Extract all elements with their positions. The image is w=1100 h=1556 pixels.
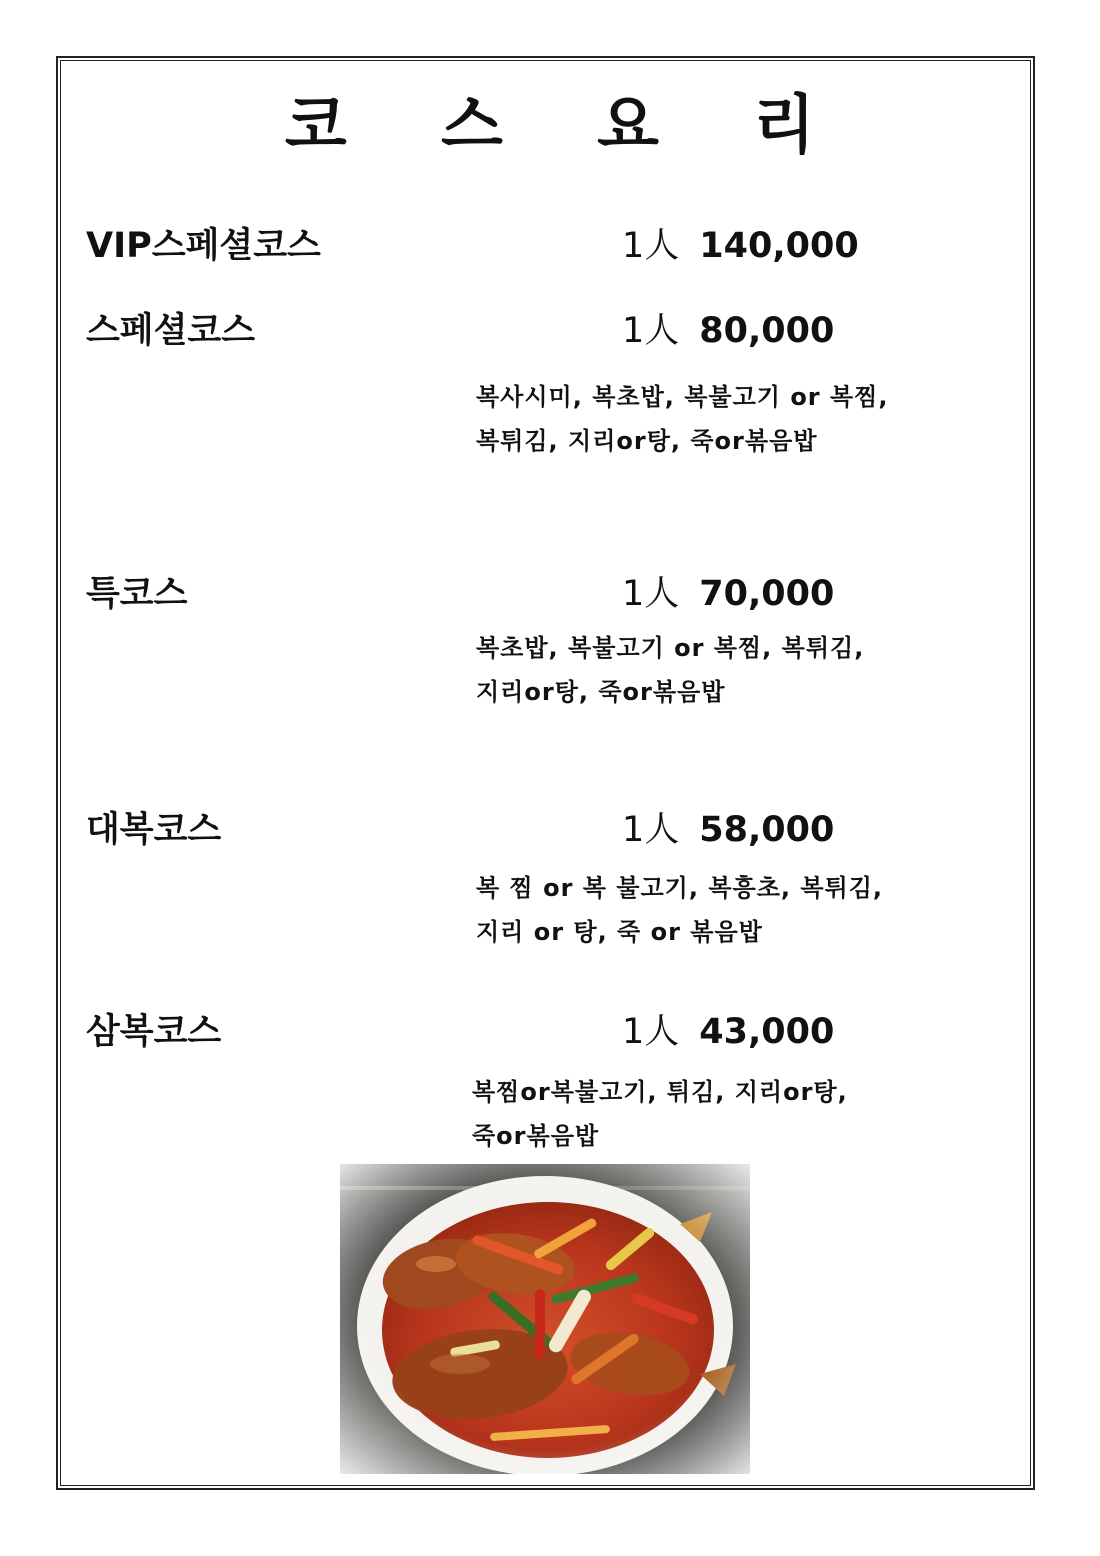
course-price <box>622 309 834 353</box>
per-person-label: 1人 <box>622 226 680 266</box>
description-line: 지리or탕, 죽or볶음밥 <box>476 678 726 706</box>
price-value: 58,000 <box>699 810 835 850</box>
course-price <box>622 808 834 852</box>
description-line: 복초밥, 복불고기 or 복찜, 복튀김, <box>476 634 865 662</box>
description-line: 죽or볶음밥 <box>472 1122 600 1150</box>
course-name: 스페셜코스 <box>86 311 256 351</box>
course-name: 특코스 <box>86 574 188 614</box>
course-price <box>622 572 834 616</box>
course-name: VIP스페셜코스 <box>86 226 321 266</box>
per-person-label: 1人 <box>622 1012 680 1052</box>
description-line: 복찜or복불고기, 튀김, 지리or탕, <box>472 1078 848 1106</box>
course-description <box>472 1070 962 1158</box>
course-name: 대복코스 <box>86 810 222 850</box>
price-value: 43,000 <box>699 1012 835 1052</box>
course-description <box>476 866 966 954</box>
per-person-label: 1人 <box>622 311 680 351</box>
description-line: 복튀김, 지리or탕, 죽or볶음밥 <box>476 427 818 455</box>
description-line: 지리 or 탕, 죽 or 볶음밥 <box>476 918 763 946</box>
course-description <box>476 375 966 463</box>
course-price <box>622 224 859 268</box>
course-name: 삼복코스 <box>86 1012 222 1052</box>
per-person-label: 1人 <box>622 810 680 850</box>
price-value: 140,000 <box>699 226 859 266</box>
course-price <box>622 1010 834 1054</box>
description-line: 복사시미, 복초밥, 복불고기 or 복찜, <box>476 383 889 411</box>
dish-photo <box>340 1164 750 1474</box>
price-value: 70,000 <box>699 574 835 614</box>
course-description <box>476 626 966 714</box>
page-title: 코 스 요 리 <box>284 89 852 163</box>
price-value: 80,000 <box>699 311 835 351</box>
description-line: 복 찜 or 복 불고기, 복흥초, 복튀김, <box>476 874 884 902</box>
per-person-label: 1人 <box>622 574 680 614</box>
